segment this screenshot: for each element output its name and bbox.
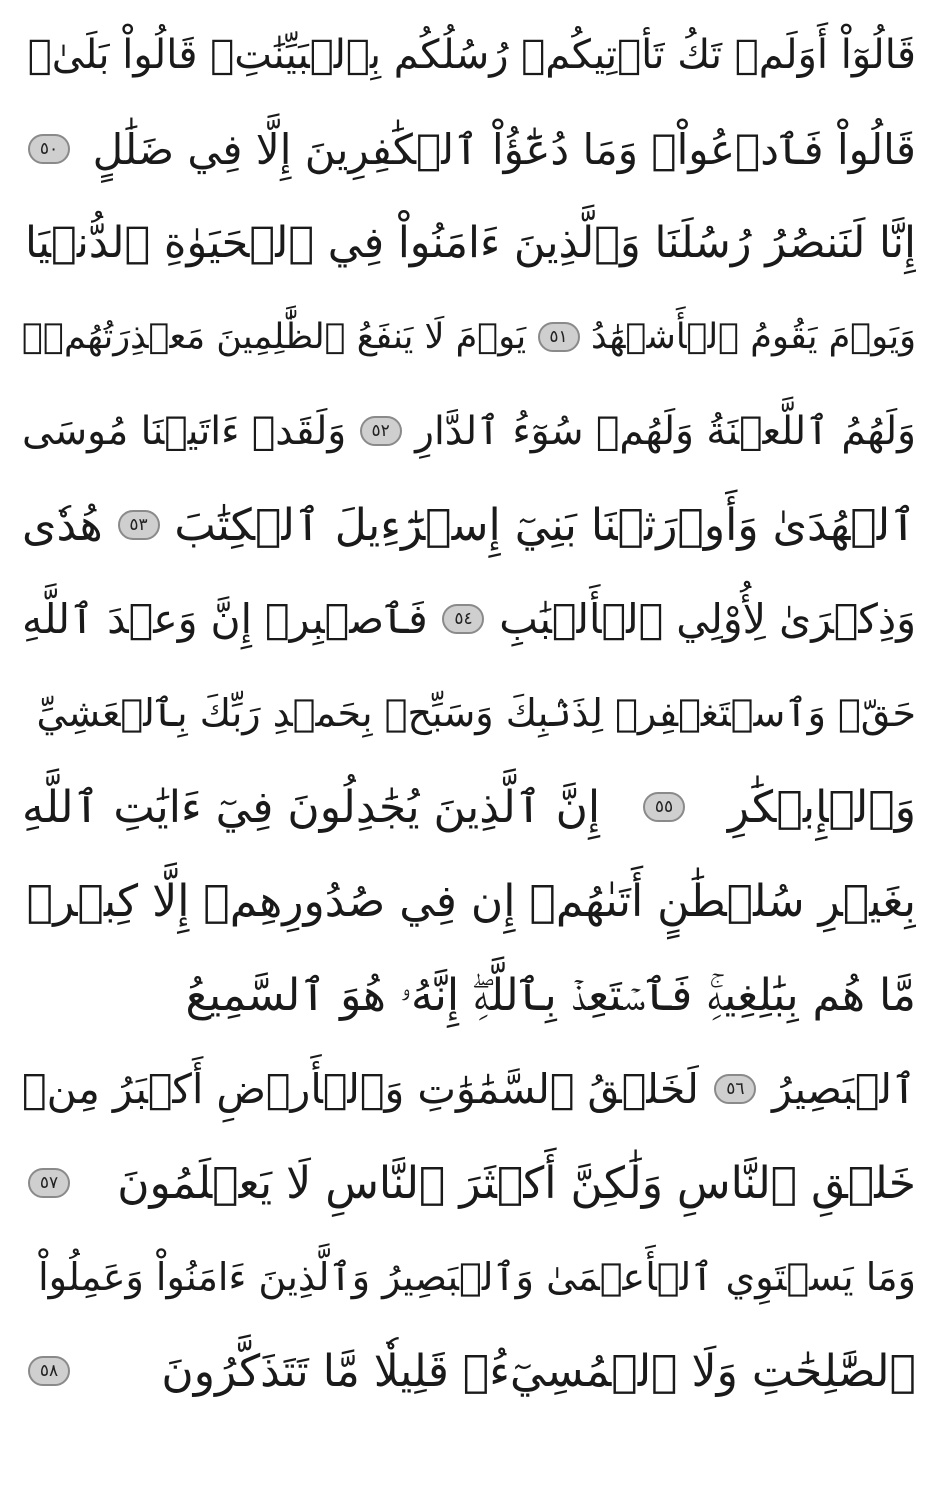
text-line bbox=[22, 1230, 916, 1324]
text-line bbox=[22, 572, 916, 666]
ayah-number-marker: ٥٨ bbox=[28, 1356, 70, 1386]
text-line bbox=[22, 102, 916, 196]
text-line bbox=[22, 948, 916, 1042]
ayah-number-marker: ٥٦ bbox=[714, 1074, 756, 1104]
verse-text: ٱلۡبَصِيرُ bbox=[771, 1065, 916, 1113]
verse-text: وَمَا يَسۡتَوِي ٱلۡأَعۡمَىٰ وَٱلۡبَصِيرُ وَٱلَّذِينَ ءَامَنُواْ وَعَمِلُواْ bbox=[38, 1255, 916, 1299]
verse-text: هُدٗى bbox=[22, 499, 103, 551]
ayah-number-marker: ٥٠ bbox=[28, 134, 70, 164]
text-line bbox=[22, 1324, 916, 1418]
verse-text: قَالُواْ فَٱدۡعُواْۗ وَمَا دُعَٰٓؤُاْ ٱلۡكَٰفِرِينَ إِلَّا فِي ضَلَٰلٍ bbox=[92, 124, 916, 174]
text-line bbox=[22, 760, 916, 854]
verse-text: ٱلۡهُدَىٰ وَأَوۡرَثۡنَا بَنِيٓ إِسۡرَٰٓءِيلَ ٱلۡكِتَٰبَ bbox=[174, 499, 916, 551]
ayah-number-marker: ٥٥ bbox=[643, 792, 685, 822]
text-line bbox=[22, 8, 916, 102]
text-line bbox=[22, 1136, 916, 1230]
text-line bbox=[22, 478, 916, 572]
verse-text: قَالُوٓاْ أَوَلَمۡ تَكُ تَأۡتِيكُمۡ رُسُلُكُم بِٱلۡبَيِّنَٰتِۖ قَالُواْ بَلَىٰۚ bbox=[27, 32, 916, 78]
text-line bbox=[22, 384, 916, 478]
text-line bbox=[22, 666, 916, 760]
ayah-number-marker: ٥٧ bbox=[28, 1168, 70, 1198]
verse-text: خَلۡقِ ٱلنَّاسِ وَلَٰكِنَّ أَكۡثَرَ ٱلنَّاسِ لَا يَعۡلَمُونَ bbox=[117, 1157, 916, 1209]
ayah-number-marker: ٥١ bbox=[538, 322, 580, 352]
verse-text: وَلَهُمُ ٱللَّعۡنَةُ وَلَهُمۡ سُوٓءُ ٱلدَّارِ bbox=[415, 408, 916, 454]
verse-text: يَوۡمَ لَا يَنفَعُ ٱلظَّٰلِمِينَ مَعۡذِرَتُهُمۡۖ bbox=[22, 317, 527, 357]
text-line bbox=[22, 290, 916, 384]
verse-text: وَلَقَدۡ ءَاتَيۡنَا مُوسَى bbox=[22, 408, 347, 454]
verse-text: وَٱلۡإِبۡكَٰرِ bbox=[727, 781, 916, 833]
verse-text: إِنَّا لَنَنصُرُ رُسُلَنَا وَٱلَّذِينَ ءَامَنُواْ فِي ٱلۡحَيَوٰةِ ٱلدُّنۡيَا bbox=[24, 218, 916, 268]
ayah-number-marker: ٥٤ bbox=[442, 604, 484, 634]
verse-text: وَذِكۡرَىٰ لِأُوْلِي ٱلۡأَلۡبَٰبِ bbox=[499, 595, 916, 643]
verse-text: حَقّٞ وَٱسۡتَغۡفِرۡ لِذَنۢبِكَ وَسَبِّحۡ بِحَمۡدِ رَبِّكَ بِٱلۡعَشِيِّ bbox=[36, 691, 916, 735]
ayah-number-marker: ٥٢ bbox=[360, 416, 402, 446]
verse-text: لَخَلۡقُ ٱلسَّمَٰوَٰتِ وَٱلۡأَرۡضِ أَكۡبَرُ مِنۡ bbox=[22, 1065, 699, 1113]
verse-text: بِغَيۡرِ سُلۡطَٰنٍ أَتَىٰهُمۡ إِن فِي صُدُورِهِمۡ إِلَّا كِبۡرٞ bbox=[26, 875, 916, 927]
text-line bbox=[22, 196, 916, 290]
text-line bbox=[22, 854, 916, 948]
text-line bbox=[22, 1042, 916, 1136]
verse-text: إِنَّ ٱلَّذِينَ يُجَٰدِلُونَ فِيٓ ءَايَٰتِ ٱللَّهِ bbox=[22, 781, 601, 833]
verse-text: فَٱصۡبِرۡ إِنَّ وَعۡدَ ٱللَّهِ bbox=[22, 595, 428, 643]
verse-text: وَيَوۡمَ يَقُومُ ٱلۡأَشۡهَٰدُ bbox=[590, 317, 916, 357]
verse-text: ٱلصَّٰلِحَٰتِ وَلَا ٱلۡمُسِيٓءُۚ قَلِيلٗا مَّا تَتَذَكَّرُونَ bbox=[161, 1345, 916, 1397]
verse-text: مَّا هُم بِبَٰلِغِيهِۚ فَٱسۡتَعِذۡ بِٱللَّهِۖ إِنَّهُۥ هُوَ ٱلسَّمِيعُ bbox=[185, 969, 916, 1021]
ayah-number-marker: ٥٣ bbox=[118, 510, 160, 540]
